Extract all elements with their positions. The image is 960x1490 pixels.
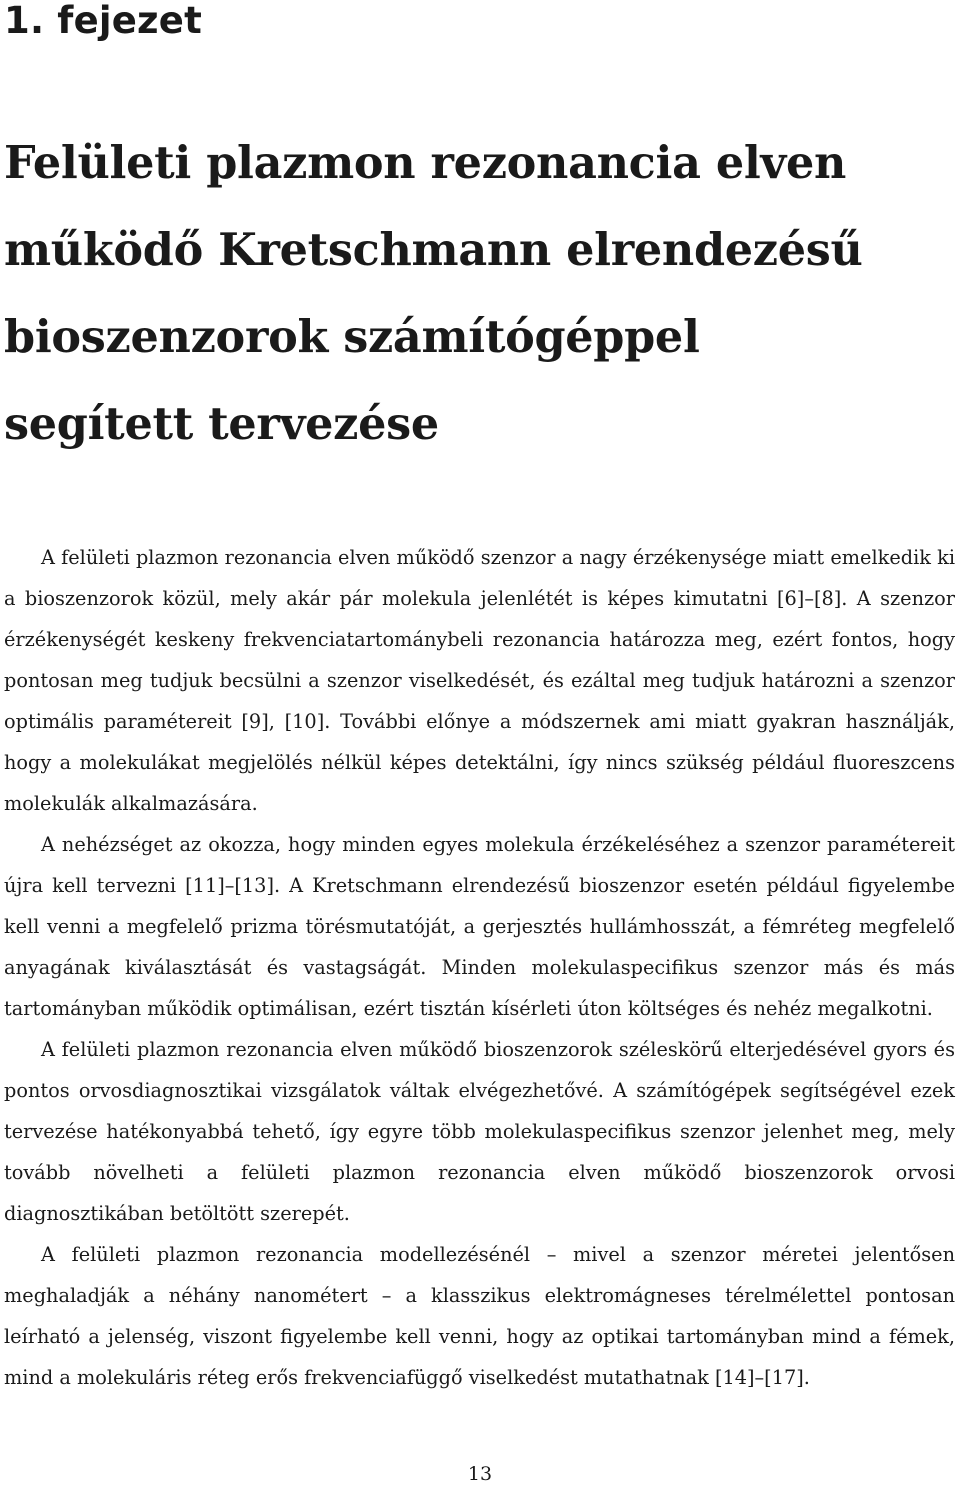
chapter-title-line: működő Kretschmann elrendezésű: [4, 224, 863, 276]
paragraph-difficulty: A nehézséget az okozza, hogy minden egyes molekula érzékeléséhez a szenzor paramétereit újra kell tervezni [11]–[13]. A Kretschmann elrendezésű bioszenzor esetén például figyelembe kell venni a megfelelő prizma törésmutatóját, a gerjesztés hullámhosszát, a fémréteg megfelelő anyagának kiválasztását és vastagságát. Minden molekulaspecifikus szenzor más és más tartományban működik optimálisan, ezért tisztán kísérleti úton költséges és nehéz megalkotni.: [4, 833, 955, 1020]
chapter-label: 1. fejezet: [4, 0, 202, 42]
paragraph-modelling: A felületi plazmon rezonancia modellezésénél – mivel a szenzor méretei jelentősen meghaladják a néhány nanométert – a klasszikus elektromágneses térelmélettel pontosan leírható a jelenség, viszont figyelembe kell venni, hogy az optikai tartományban mind a fémek, mind a molekuláris réteg erős frekvenciafüggő viselkedést mutathatnak [14]–[17].: [4, 1243, 955, 1389]
chapter-title-line: bioszenzorok számítógéppel: [4, 311, 700, 363]
body-text: [4, 537, 955, 1398]
page-number: 13: [467, 1463, 493, 1485]
chapter-title-line: segített tervezése: [4, 398, 439, 450]
chapter-title-line: Felületi plazmon rezonancia elven: [4, 137, 847, 189]
paragraph-intro: A felületi plazmon rezonancia elven működő szenzor a nagy érzékenysége miatt emelkedik ki a bioszenzorok közül, mely akár pár molekula jelenlétét is képes kimutatni [6]–[8]. A szenzor érzékenységét keskeny frekvenciatartománybeli rezonancia határozza meg, ezért fontos, hogy pontosan meg tudjuk becsülni a szenzor viselkedését, és ezáltal meg tudjuk határozni a szenzor optimális paramétereit [9], [10]. További előnye a módszernek ami miatt gyakran használják, hogy a molekulákat megjelölés nélkül képes detektálni, így nincs szükség például fluoreszcens molekulák alkalmazására.: [4, 546, 955, 815]
paragraph-applications: A felületi plazmon rezonancia elven működő bioszenzorok széleskörű elterjedésével gyors és pontos orvosdiagnosztikai vizsgálatok váltak elvégezhetővé. A számítógépek segítségével ezek tervezése hatékonyabbá tehető, így egyre több molekulaspecifikus szenzor jelenhet meg, mely tovább növelheti a felületi plazmon rezonancia elven működő bioszenzorok orvosi diagnosztikában betöltött szerepét.: [4, 1038, 955, 1225]
chapter-title: [4, 120, 960, 468]
